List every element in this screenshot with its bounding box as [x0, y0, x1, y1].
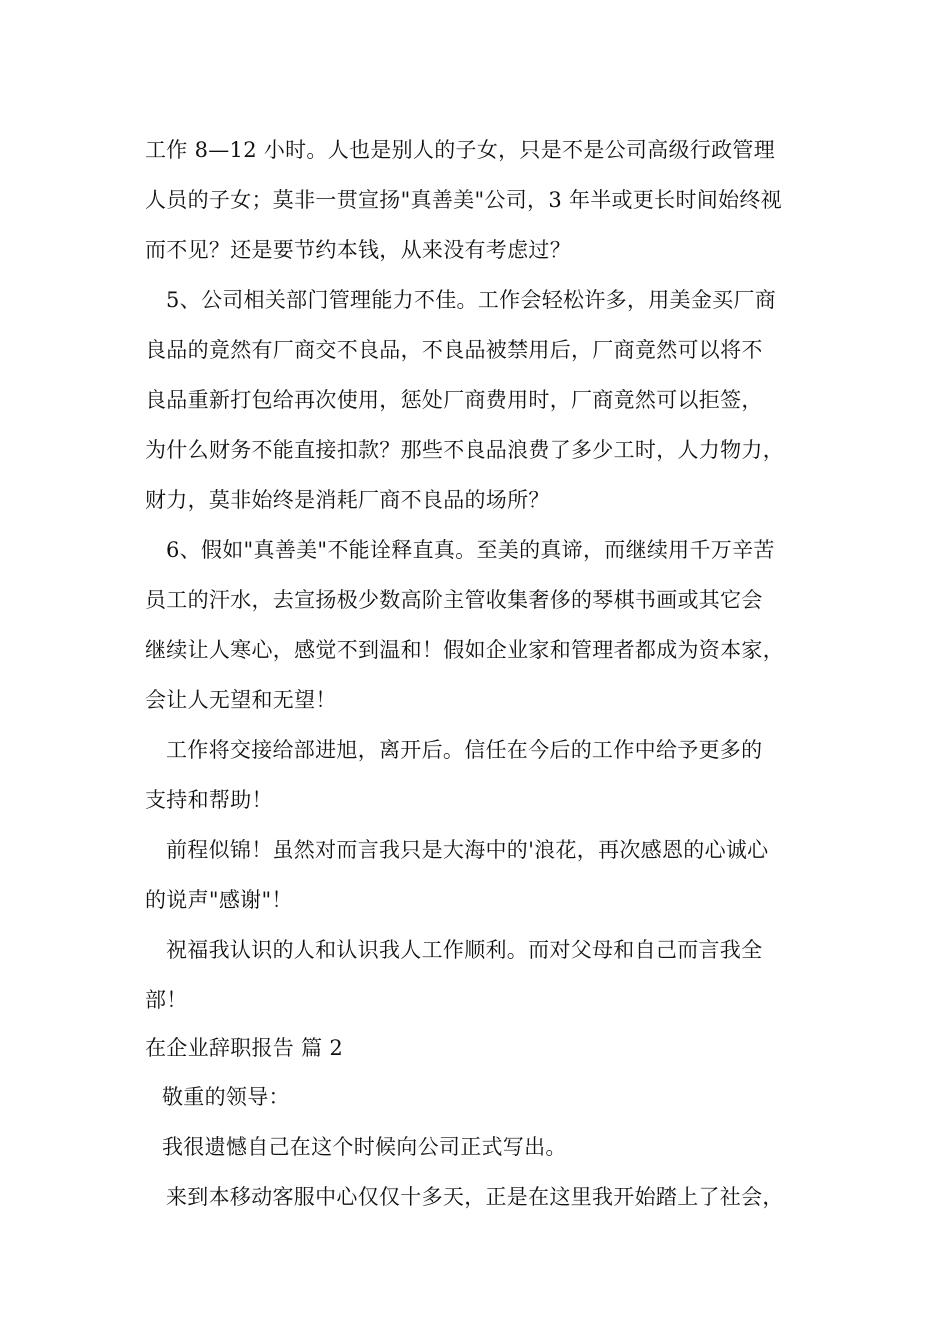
text-line: 人员的子女；莫非一贯宣扬"真善美"公司，3 年半或更长时间始终视	[145, 188, 782, 212]
text-line: 6、假如"真善美"不能诠释直真。至美的真谛，而继续用千万辛苦	[166, 538, 775, 562]
salutation: 敬重的领导：	[162, 1085, 290, 1109]
text-line: 良品的竟然有厂商交不良品，不良品被禁用后，厂商竟然可以将不	[145, 338, 763, 362]
section-heading: 在企业辞职报告 篇 2	[145, 1036, 344, 1060]
text-line: 工作 8—12 小时。人也是别人的子女，只是不是公司高级行政管理	[145, 138, 776, 162]
text-line: 我很遗憾自己在这个时候向公司正式写出。	[162, 1135, 567, 1159]
text-line: 前程似锦！虽然对而言我只是大海中的'浪花，再次感恩的心诚心	[166, 838, 769, 862]
text-line: 而不见？还是要节约本钱，从来没有考虑过？	[145, 238, 571, 262]
text-line: 的说声"感谢"！	[145, 888, 293, 912]
text-line: 支持和帮助！	[145, 788, 273, 812]
text-line: 为什么财务不能直接扣款？那些不良品浪费了多少工时，人力物力，	[145, 438, 784, 462]
text-line: 员工的汗水，去宣扬极少数高阶主管收集奢侈的琴棋书画或其它会	[145, 588, 763, 612]
text-line: 工作将交接给部进旭，离开后。信任在今后的工作中给予更多的	[166, 738, 763, 762]
text-line: 5、公司相关部门管理能力不佳。工作会轻松许多，用美金买厂商	[166, 288, 777, 312]
text-line: 部！	[145, 988, 188, 1012]
text-line: 会让人无望和无望！	[145, 688, 337, 712]
text-line: 继续让人寒心，感觉不到温和！假如企业家和管理者都成为资本家，	[145, 638, 784, 662]
text-line: 良品重新打包给再次使用，惩处厂商费用时，厂商竟然可以拒签，	[145, 388, 763, 412]
text-line: 祝福我认识的人和认识我人工作顺利。而对父母和自己而言我全	[166, 938, 763, 962]
text-line: 来到本移动客服中心仅仅十多天，正是在这里我开始踏上了社会，	[166, 1185, 784, 1209]
text-line: 财力，莫非始终是消耗厂商不良品的场所？	[145, 488, 550, 512]
